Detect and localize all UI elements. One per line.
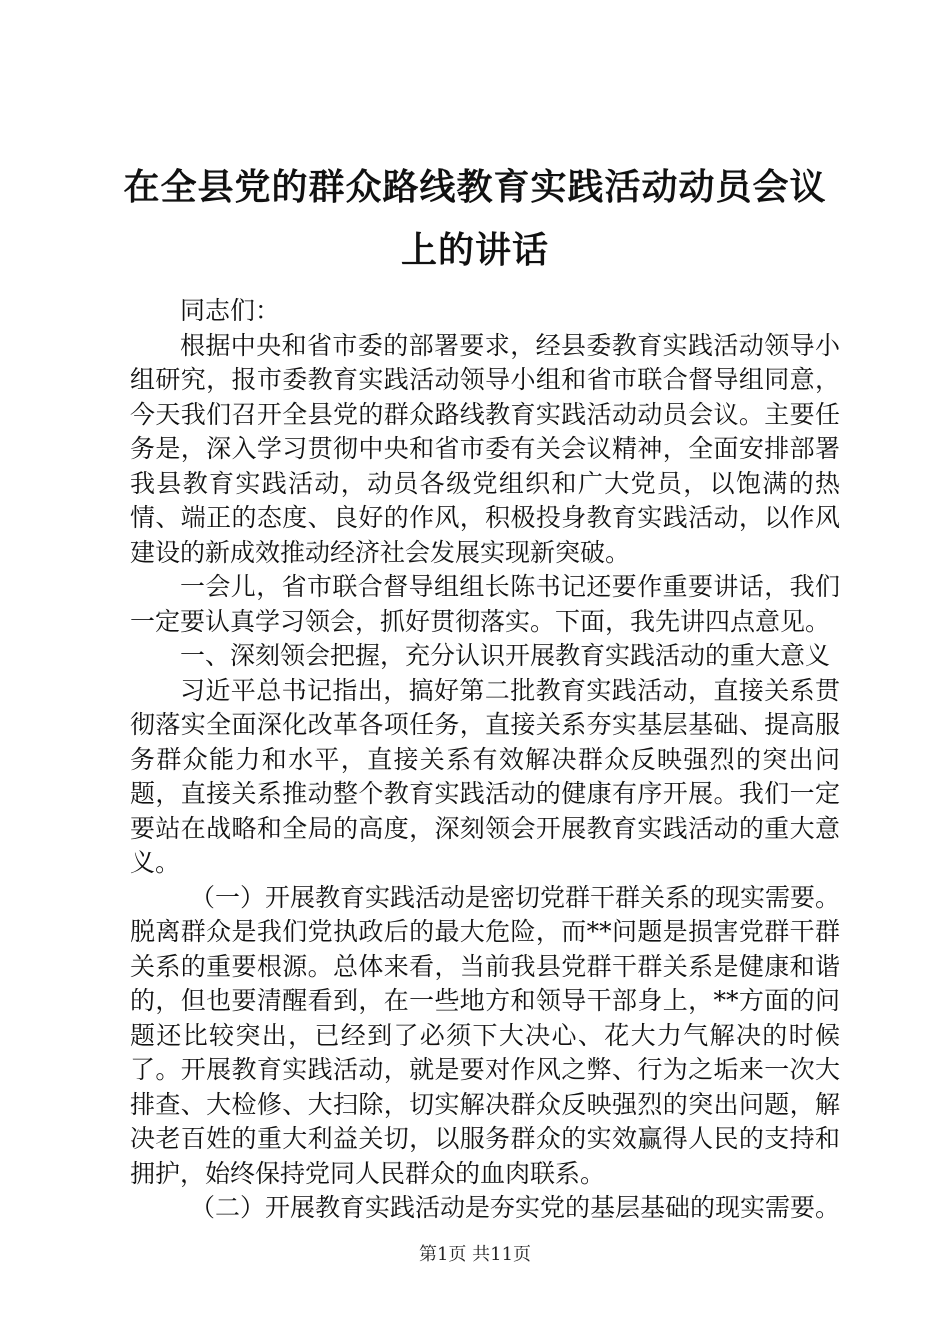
section-heading: 一、深刻领会把握，充分认识开展教育实践活动的重大意义 [180, 641, 831, 670]
page-indicator: 第1页 共11页 [418, 1244, 532, 1265]
subsection-paragraph: （二）开展教育实践活动是夯实党的基层基础的现实需要。 [190, 1193, 841, 1222]
body-paragraph: 习近平总书记指出，搞好第二批教育实践活动，直接关系贯彻落实全面深化改革各项任务，直接关系夯实基层基础、提高服务群众能力和水平，直接关系有效解决群众反映强烈的突出问题，直接关系推动整个教育实践活动的健康有序开展。我们一定要站在战略和全局的高度，深刻领会开展教育实践活动的重大意义。 [130, 675, 840, 877]
subsection-paragraph: （一）开展教育实践活动是密切党群干群关系的现实需要。脱离群众是我们党执政后的最大危险，而**问题是损害党群干群关系的重要根源。总体来看，当前我县党群干群关系是健康和谐的，但也要清醒看到，在一些地方和领导干部身上，**方面的问题还比较突出，已经到了必须下大决心、花大力气解决的时候了。开展教育实践活动，就是要对作风之弊、行为之垢来一次大排查、大检修、大扫除，切实解决群众反映强烈的突出问题，解决老百姓的重大利益关切，以服务群众的实效赢得人民的支持和拥护，始终保持党同人民群众的血肉联系。 [130, 882, 841, 1188]
document-body [130, 294, 840, 1226]
body-paragraph: 根据中央和省市委的部署要求，经县委教育实践活动领导小组研究，报市委教育实践活动领导小组和省市联合督导组同意，今天我们召开全县党的群众路线教育实践活动动员会议。主要任务是，深入学习贯彻中央和省市委有关会议精神，全面安排部署我县教育实践活动，动员各级党组织和广大党员，以饱满的热情、端正的态度、良好的作风，积极投身教育实践活动，以作风建设的新成效推动经济社会发展实现新突破。 [130, 330, 840, 567]
document-title: 在全县党的群众路线教育实践活动动员会议上的讲话 [123, 166, 827, 271]
body-paragraph: 一会儿，省市联合督导组组长陈书记还要作重要讲话，我们一定要认真学习领会，抓好贯彻落实。下面，我先讲四点意见。 [130, 572, 840, 636]
salutation-paragraph: 同志们： [180, 296, 281, 325]
